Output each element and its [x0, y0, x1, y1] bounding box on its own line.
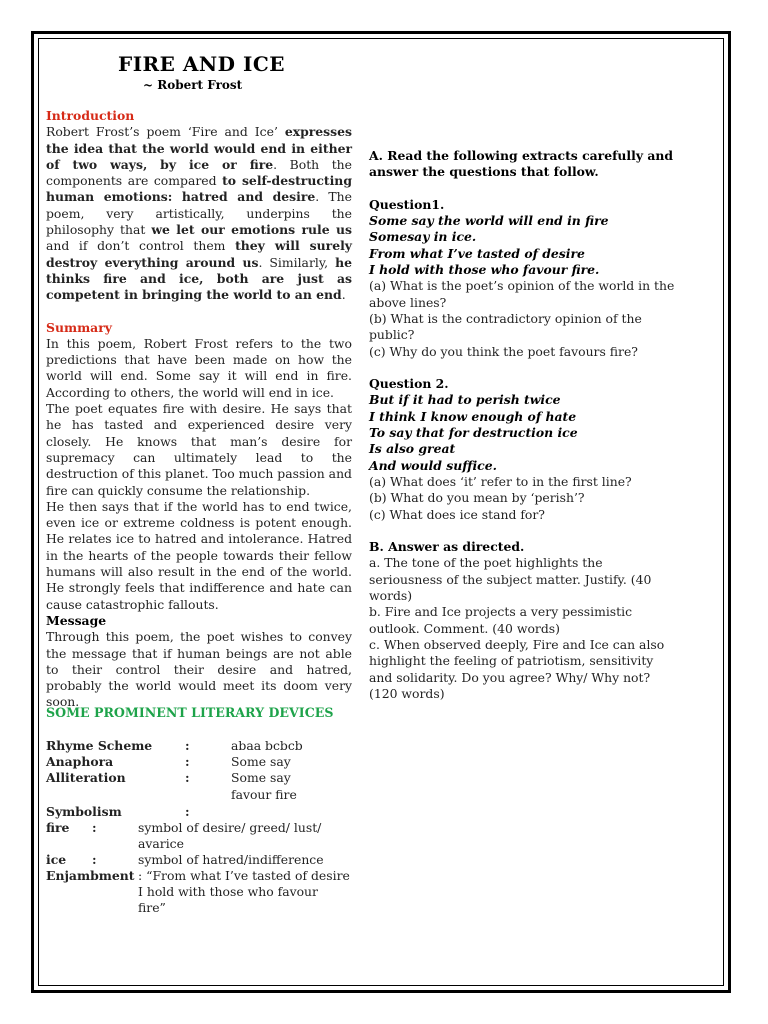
summary-paragraph-3: He then says that if the world has to end twice, even ice or extreme coldness is potent enough. He relates ice to hatred and intolerance. Hatred in the hearts of the people towards their fellow humans will also result in the end of the world. He strongly feels that indifference and hate can cause catastrophic fallouts.: [46, 498, 352, 612]
message-heading: Message: [46, 612, 107, 628]
ice-value: symbol of hatred/indifference: [138, 852, 324, 867]
q1-poem-line: Somesay in ice.: [369, 229, 477, 245]
q1-poem-line: Some say the world will end in fire: [369, 213, 609, 229]
q2-question: (b) What do you mean by ‘perish’?: [369, 490, 585, 506]
q2-poem-line: To say that for destruction ice: [369, 425, 578, 441]
fire-colon: :: [92, 820, 97, 835]
intro-bold-1: expresses the idea that the world would end in either of two ways, by ice or fire: [46, 124, 352, 172]
alliteration-value-1: Some say: [231, 770, 291, 785]
literary-devices-heading: SOME PROMINENT LITERARY DEVICES: [46, 705, 334, 720]
intro-text-6: .: [341, 287, 346, 303]
section-b-item: b. Fire and Ice projects a very pessimistic outlook. Comment. (40 words): [369, 604, 633, 636]
anaphora-label: Anaphora: [46, 754, 114, 769]
alliteration-value-2: favour fire: [231, 787, 297, 802]
intro-bold-2: to self-destructing human emotions: hatred and desire: [46, 173, 352, 205]
q2-poem-line: But if it had to perish twice: [369, 392, 561, 408]
enjambment-value-1: : “From what I’ve tasted of desire: [138, 868, 350, 883]
message-text: Through this poem, the poet wishes to convey the message that if human beings are not able to their control their desire and hatred, probably the world would meet its doom very soon.: [46, 629, 352, 710]
introduction-text: [46, 124, 352, 303]
symbolism-colon: :: [185, 804, 190, 819]
section-a-heading: A. Read the following extracts carefully and answer the questions that follow.: [369, 148, 674, 180]
intro-text-1: Robert Frost’s poem ‘Fire and Ice’: [46, 124, 285, 140]
enjambment-value-2: I hold with those who favour: [138, 884, 318, 899]
intro-text-3: . The poem, very artistically, underpins the philosophy that: [46, 189, 352, 238]
q2-poem-line: Is also great: [369, 441, 456, 457]
intro-text-5: . Similarly,: [258, 254, 336, 270]
q2-poem-line: And would suffice.: [369, 457, 497, 473]
q1-question: (c) Why do you think the poet favours fire?: [369, 343, 638, 359]
summary-paragraph-2: The poet equates fire with desire. He says that he has tasted and experienced desire very closely. He knows that man’s desire for supremacy can ultimately lead to the destruction of this planet. Too much passion and fire can quickly consume the relationship.: [46, 401, 352, 498]
q1-poem-line: From what I’ve tasted of desire: [369, 245, 585, 261]
left-column: [46, 108, 352, 711]
symbolism-label: Symbolism: [46, 804, 122, 819]
q2-question: (a) What does ‘it’ refer to in the first line?: [369, 473, 632, 489]
intro-bold-3: we let our emotions rule us: [151, 222, 352, 238]
enjambment-value-3: fire”: [138, 900, 166, 915]
q1-question: (a) What is the poet’s opinion of the world in the above lines?: [369, 278, 675, 310]
rhyme-scheme-label: Rhyme Scheme: [46, 738, 153, 753]
alliteration-colon: :: [185, 770, 190, 785]
ice-label: ice: [46, 852, 67, 867]
summary-paragraph-1: In this poem, Robert Frost refers to the two predictions that have been made on how the world will end. Some say it will end in fire. According to others, the world will end in ice.: [46, 335, 352, 400]
intro-text-2: . Both the components are compared: [46, 156, 352, 189]
intro-text-4: and if don’t control them: [46, 238, 236, 254]
right-column: [369, 148, 675, 702]
alliteration-label: Alliteration: [46, 770, 126, 785]
rhyme-scheme-colon: :: [185, 738, 190, 753]
q1-question: (b) What is the contradictory opinion of the public?: [369, 310, 642, 343]
enjambment-label: Enjambment: [46, 868, 135, 883]
question-2-label: Question 2.: [369, 376, 449, 392]
section-b-item: a. The tone of the poet highlights the seriousness of the subject matter. Justify. (40 words): [369, 555, 652, 604]
anaphora-value: Some say: [231, 754, 291, 769]
q2-poem-line: I think I know enough of hate: [369, 408, 577, 424]
section-b-heading: B. Answer as directed.: [369, 539, 525, 555]
fire-value-2: avarice: [138, 836, 184, 851]
fire-label: fire: [46, 820, 70, 835]
question-1-label: Question1.: [369, 196, 445, 212]
introduction-heading: Introduction: [46, 108, 135, 123]
anaphora-colon: :: [185, 754, 190, 769]
summary-heading: Summary: [46, 319, 112, 335]
fire-value-1: symbol of desire/ greed/ lust/: [138, 820, 322, 835]
section-b-item: c. When observed deeply, Fire and Ice can also highlight the feeling of patriotism, sensitivity and solidarity. Do you agree? Why/ Why not? (120 words): [369, 636, 665, 701]
ice-colon: :: [92, 852, 97, 867]
rhyme-scheme-value: abaa bcbcb: [231, 738, 303, 753]
intro-bold-4: they will surely destroy everything around us: [46, 238, 352, 270]
q1-poem-line: I hold with those who favour fire.: [369, 262, 600, 278]
page-title: FIRE AND ICE: [118, 52, 286, 76]
intro-bold-5: he thinks fire and ice, both are just as competent in bringing the world to an end: [46, 254, 352, 303]
q2-question: (c) What does ice stand for?: [369, 506, 545, 522]
author-name: ~ Robert Frost: [143, 78, 243, 92]
